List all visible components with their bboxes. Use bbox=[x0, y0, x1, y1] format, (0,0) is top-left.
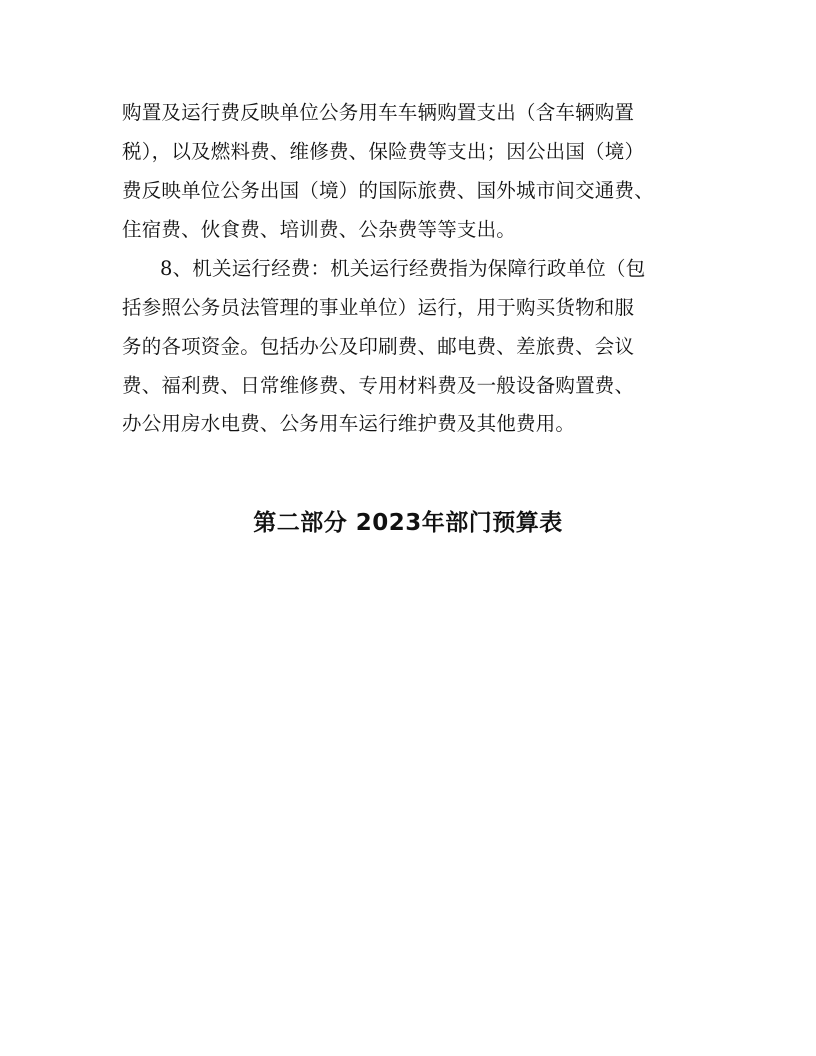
paragraph-1-line-4: 住宿费、伙食费、培训费、公杂费等等支出。 bbox=[122, 218, 517, 241]
paragraph-1-line-2: 税），以及燃料费、维修费、保险费等支出；因公出国（境） bbox=[122, 140, 645, 163]
paragraph-2-line-2: 括参照公务员法管理的事业单位）运行，用于购买货物和服 bbox=[122, 296, 635, 319]
paragraph-1-line-3: 费反映单位公务出国（境）的国际旅费、国外城市间交通费、 bbox=[122, 179, 654, 202]
paragraph-2-line-3: 务的各项资金。包括办公及印刷费、邮电费、差旅费、会议 bbox=[122, 335, 635, 358]
section-heading: 第二部分 2023年部门预算表 bbox=[253, 510, 563, 536]
paragraph-2-line-5: 办公用房水电费、公务用车运行维护费及其他费用。 bbox=[122, 412, 576, 435]
paragraph-2-line-4: 费、福利费、日常维修费、专用材料费及一般设备购置费、 bbox=[122, 374, 635, 397]
paragraph-1-line-1: 购置及运行费反映单位公务用车车辆购置支出（含车辆购置 bbox=[122, 101, 635, 124]
paragraph-2-line-1: 8、机关运行经费：机关运行经费指为保障行政单位（包 bbox=[160, 257, 646, 280]
